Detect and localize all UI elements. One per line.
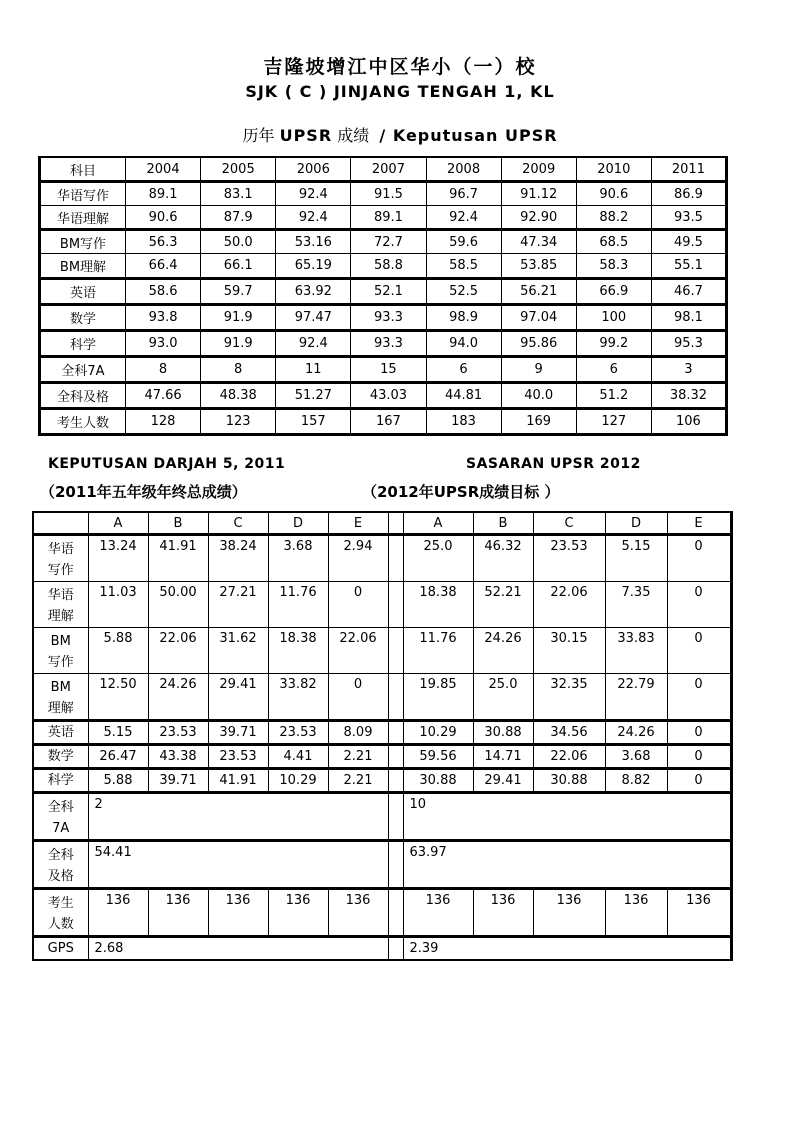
- row-label-line2: 7A: [52, 821, 70, 836]
- table-cell: 91.5: [351, 182, 426, 206]
- section-subtitle-darjah5: （2011年五年级年终总成绩）: [40, 483, 247, 501]
- grade-cell-actual: 5.88: [88, 769, 148, 793]
- section-subtitle-sasaran: （2012年UPSR成绩目标 ）: [362, 483, 560, 501]
- row-label: [33, 582, 88, 628]
- grade-cell-target: 59.56: [403, 745, 473, 769]
- column-gap: [388, 628, 403, 674]
- table-cell: 93.0: [126, 331, 201, 357]
- row-label: BM理解: [40, 254, 126, 279]
- grade-cell-actual: 4.41: [268, 745, 328, 769]
- row-label: [33, 745, 88, 769]
- table-header-row: [40, 157, 727, 182]
- column-gap: [388, 745, 403, 769]
- grade-cell-actual: 13.24: [88, 535, 148, 582]
- table-cell: 59.7: [201, 279, 276, 305]
- row-label-line2: 人数: [47, 917, 74, 932]
- header-cell-blank: [33, 512, 88, 535]
- header-cell-year: 2004: [126, 157, 201, 182]
- grade-cell-actual: 5.15: [88, 721, 148, 745]
- grade-cell-target: 8.82: [605, 769, 667, 793]
- grade-cell-actual: 8.09: [328, 721, 388, 745]
- row-label: 英语: [40, 279, 126, 305]
- table-cell: 38.32: [651, 383, 726, 409]
- table-cell: 58.5: [426, 254, 501, 279]
- header-cell-grade: C: [533, 512, 605, 535]
- row-label-line1: 考生: [47, 896, 74, 911]
- table-cell: 93.8: [126, 305, 201, 331]
- row-label-line2: 写作: [47, 563, 74, 578]
- header-cell-grade: B: [148, 512, 208, 535]
- grade-cell-target: 24.26: [605, 721, 667, 745]
- table-cell: 66.1: [201, 254, 276, 279]
- table-cell: 98.9: [426, 305, 501, 331]
- header-cell-year: 2009: [501, 157, 576, 182]
- grade-cell-target: 0: [667, 745, 731, 769]
- subtitle-prefix: 历年: [242, 126, 275, 145]
- candidates-cell-target: 136: [605, 889, 667, 937]
- table-cell: 97.04: [501, 305, 576, 331]
- table-cell: 56.21: [501, 279, 576, 305]
- candidates-cell-actual: 136: [208, 889, 268, 937]
- row-label-line1: 数学: [47, 749, 74, 764]
- table-cell: 88.2: [576, 206, 651, 230]
- table-cell: 99.2: [576, 331, 651, 357]
- grade-cell-actual: 39.71: [148, 769, 208, 793]
- header-cell-grade: C: [208, 512, 268, 535]
- grade-cell-target: 18.38: [403, 582, 473, 628]
- row-label: [33, 793, 88, 841]
- table-row: [40, 331, 727, 357]
- candidates-cell-target: 136: [403, 889, 473, 937]
- table-cell: 123: [201, 409, 276, 435]
- table-cell: 8: [126, 357, 201, 383]
- row-label: [33, 769, 88, 793]
- column-gap: [388, 937, 403, 961]
- grade-cell-actual: 33.82: [268, 674, 328, 721]
- table-cell: 11: [276, 357, 351, 383]
- table-row: [40, 206, 727, 230]
- grade-cell-actual: 0: [328, 582, 388, 628]
- candidates-cell-actual: 136: [328, 889, 388, 937]
- subtitle-keputusan: / Keputusan UPSR: [379, 126, 558, 145]
- candidates-cell-actual: 136: [148, 889, 208, 937]
- candidates-cell-target: 136: [533, 889, 605, 937]
- table-cell: 128: [126, 409, 201, 435]
- page-title-chinese: 吉隆坡增江中区华小（一）校: [263, 56, 537, 78]
- grade-row: [33, 628, 731, 674]
- grade-row: [33, 674, 731, 721]
- table-cell: 66.4: [126, 254, 201, 279]
- table-cell: 66.9: [576, 279, 651, 305]
- grade-cell-target: 32.35: [533, 674, 605, 721]
- grade-cell-actual: 18.38: [268, 628, 328, 674]
- grade-cell-target: 30.88: [403, 769, 473, 793]
- grade-cell-target: 0: [667, 582, 731, 628]
- table-cell: 47.66: [126, 383, 201, 409]
- table-cell: 50.0: [201, 230, 276, 254]
- header-cell-year: 2005: [201, 157, 276, 182]
- subtitle-upsr: UPSR: [279, 126, 333, 145]
- table-cell: 90.6: [576, 182, 651, 206]
- row-label: 科学: [40, 331, 126, 357]
- table-cell: 91.12: [501, 182, 576, 206]
- table-cell: 93.3: [351, 331, 426, 357]
- table-cell: 63.92: [276, 279, 351, 305]
- section-title-sasaran: SASARAN UPSR 2012: [466, 456, 641, 472]
- table-cell: 106: [651, 409, 726, 435]
- grade-cell-actual: 2.21: [328, 745, 388, 769]
- candidates-cell-actual: 136: [88, 889, 148, 937]
- grade-cell-actual: 11.03: [88, 582, 148, 628]
- table-cell: 51.27: [276, 383, 351, 409]
- table-cell: 127: [576, 409, 651, 435]
- grade-cell-actual: 26.47: [88, 745, 148, 769]
- header-cell-grade: D: [268, 512, 328, 535]
- header-cell-year: 2007: [351, 157, 426, 182]
- grade-cell-actual: 27.21: [208, 582, 268, 628]
- table-cell: 93.5: [651, 206, 726, 230]
- table-cell: 53.16: [276, 230, 351, 254]
- grade-cell-target: 0: [667, 721, 731, 745]
- header-cell-grade: A: [88, 512, 148, 535]
- column-gap: [388, 769, 403, 793]
- row-label: 考生人数: [40, 409, 126, 435]
- grade-cell-target: 30.88: [473, 721, 533, 745]
- summary-cell-target: 63.97: [403, 841, 731, 889]
- grade-cell-actual: 0: [328, 674, 388, 721]
- page-title-english: SJK ( C ) JINJANG TENGAH 1, KL: [245, 82, 555, 101]
- section-title-darjah5: KEPUTUSAN DARJAH 5, 2011: [48, 456, 286, 472]
- grade-cell-actual: 10.29: [268, 769, 328, 793]
- row-label-line1: 华语: [47, 542, 74, 557]
- upsr-history-table: [38, 156, 728, 436]
- summary-cell-target: 10: [403, 793, 731, 841]
- column-gap: [388, 793, 403, 841]
- table-cell: 48.38: [201, 383, 276, 409]
- row-label-line1: 科学: [47, 773, 74, 788]
- grade-row: [33, 535, 731, 582]
- row-label: [33, 628, 88, 674]
- table-cell: 92.4: [276, 182, 351, 206]
- table-cell: 89.1: [351, 206, 426, 230]
- grade-cell-actual: 23.53: [268, 721, 328, 745]
- gps-cell-target: 2.39: [403, 937, 731, 961]
- grade-cell-target: 22.06: [533, 582, 605, 628]
- grade-cell-actual: 43.38: [148, 745, 208, 769]
- grade-row: [33, 745, 731, 769]
- all-7a-row: [33, 793, 731, 841]
- grade-cell-actual: 2.21: [328, 769, 388, 793]
- column-gap: [388, 889, 403, 937]
- grade-cell-actual: 2.94: [328, 535, 388, 582]
- table-row: [40, 182, 727, 206]
- grade-cell-target: 0: [667, 535, 731, 582]
- table-cell: 92.90: [501, 206, 576, 230]
- table-cell: 92.4: [276, 331, 351, 357]
- grade-cell-actual: 41.91: [208, 769, 268, 793]
- row-label: 全科7A: [40, 357, 126, 383]
- table-row: [40, 409, 727, 435]
- candidates-cell-target: 136: [473, 889, 533, 937]
- table-cell: 52.1: [351, 279, 426, 305]
- grade-header-row: [33, 512, 731, 535]
- row-label: 华语写作: [40, 182, 126, 206]
- grade-cell-target: 22.06: [533, 745, 605, 769]
- grade-cell-target: 29.41: [473, 769, 533, 793]
- table-row: [40, 357, 727, 383]
- candidates-row: [33, 889, 731, 937]
- table-cell: 91.9: [201, 331, 276, 357]
- table-cell: 43.03: [351, 383, 426, 409]
- table-row: [40, 230, 727, 254]
- row-label-line1: BM: [50, 634, 71, 649]
- row-label-line1: 英语: [47, 725, 74, 740]
- row-label-line1: BM: [50, 680, 71, 695]
- grade-cell-actual: 23.53: [148, 721, 208, 745]
- table-cell: 52.5: [426, 279, 501, 305]
- table-cell: 6: [576, 357, 651, 383]
- row-label: 华语理解: [40, 206, 126, 230]
- grade-cell-actual: 23.53: [208, 745, 268, 769]
- grade-row: [33, 769, 731, 793]
- table-cell: 58.8: [351, 254, 426, 279]
- row-label: [33, 841, 88, 889]
- row-label-line2: 理解: [47, 609, 74, 624]
- table-cell: 92.4: [276, 206, 351, 230]
- grade-cell-target: 5.15: [605, 535, 667, 582]
- header-cell-grade: A: [403, 512, 473, 535]
- column-gap: [388, 674, 403, 721]
- table-cell: 51.2: [576, 383, 651, 409]
- candidates-cell-actual: 136: [268, 889, 328, 937]
- grade-cell-target: 25.0: [473, 674, 533, 721]
- grade-cell-target: 52.21: [473, 582, 533, 628]
- table-cell: 87.9: [201, 206, 276, 230]
- table-cell: 83.1: [201, 182, 276, 206]
- grade-row: [33, 582, 731, 628]
- table-cell: 49.5: [651, 230, 726, 254]
- row-label: 数学: [40, 305, 126, 331]
- gps-row: [33, 937, 731, 961]
- table-cell: 6: [426, 357, 501, 383]
- table-cell: 56.3: [126, 230, 201, 254]
- grade-distribution-table: [32, 511, 733, 961]
- table-cell: 40.0: [501, 383, 576, 409]
- table-cell: 97.47: [276, 305, 351, 331]
- grade-cell-target: 22.79: [605, 674, 667, 721]
- header-cell-year: 2006: [276, 157, 351, 182]
- grade-cell-actual: 39.71: [208, 721, 268, 745]
- grade-cell-target: 19.85: [403, 674, 473, 721]
- table-cell: 183: [426, 409, 501, 435]
- table-cell: 8: [201, 357, 276, 383]
- table-cell: 46.7: [651, 279, 726, 305]
- table-row: [40, 279, 727, 305]
- grade-cell-target: 46.32: [473, 535, 533, 582]
- subtitle-mid: 成绩: [337, 126, 370, 145]
- grade-cell-actual: 22.06: [148, 628, 208, 674]
- grade-cell-target: 7.35: [605, 582, 667, 628]
- table-cell: 90.6: [126, 206, 201, 230]
- grade-cell-actual: 3.68: [268, 535, 328, 582]
- table-cell: 59.6: [426, 230, 501, 254]
- table-cell: 68.5: [576, 230, 651, 254]
- column-gap: [388, 721, 403, 745]
- grade-cell-target: 0: [667, 674, 731, 721]
- table-cell: 167: [351, 409, 426, 435]
- grade-cell-target: 14.71: [473, 745, 533, 769]
- grade-row: [33, 721, 731, 745]
- summary-cell-actual: 2: [88, 793, 388, 841]
- grade-cell-actual: 50.00: [148, 582, 208, 628]
- table-row: [40, 254, 727, 279]
- table-cell: 93.3: [351, 305, 426, 331]
- row-label-line1: 华语: [47, 588, 74, 603]
- grade-cell-target: 30.15: [533, 628, 605, 674]
- grade-cell-actual: 29.41: [208, 674, 268, 721]
- grade-cell-actual: 24.26: [148, 674, 208, 721]
- row-label-line2: 理解: [47, 701, 74, 716]
- table-cell: 9: [501, 357, 576, 383]
- row-label: 全科及格: [40, 383, 126, 409]
- table-cell: 169: [501, 409, 576, 435]
- gps-cell-actual: 2.68: [88, 937, 388, 961]
- table-cell: 95.3: [651, 331, 726, 357]
- column-gap: [388, 535, 403, 582]
- all-pass-row: [33, 841, 731, 889]
- table-row: [40, 305, 727, 331]
- table-cell: 53.85: [501, 254, 576, 279]
- grade-cell-actual: 11.76: [268, 582, 328, 628]
- table-cell: 96.7: [426, 182, 501, 206]
- table-cell: 91.9: [201, 305, 276, 331]
- grade-cell-target: 34.56: [533, 721, 605, 745]
- header-cell-subject: 科目: [40, 157, 126, 182]
- grade-cell-actual: 41.91: [148, 535, 208, 582]
- table-cell: 72.7: [351, 230, 426, 254]
- table-cell: 95.86: [501, 331, 576, 357]
- row-label: [33, 889, 88, 937]
- table-cell: 3: [651, 357, 726, 383]
- grade-cell-target: 3.68: [605, 745, 667, 769]
- table-cell: 55.1: [651, 254, 726, 279]
- table-cell: 47.34: [501, 230, 576, 254]
- candidates-cell-target: 136: [667, 889, 731, 937]
- header-cell-grade: E: [667, 512, 731, 535]
- header-cell-grade: B: [473, 512, 533, 535]
- table-cell: 157: [276, 409, 351, 435]
- row-label-line2: 写作: [47, 655, 74, 670]
- table-cell: 58.3: [576, 254, 651, 279]
- column-gap: [388, 582, 403, 628]
- grade-cell-target: 24.26: [473, 628, 533, 674]
- grade-cell-target: 23.53: [533, 535, 605, 582]
- header-cell-year: 2011: [651, 157, 726, 182]
- grade-cell-actual: 12.50: [88, 674, 148, 721]
- grade-cell-target: 0: [667, 628, 731, 674]
- table-row: [40, 383, 727, 409]
- grade-cell-target: 25.0: [403, 535, 473, 582]
- table-cell: 44.81: [426, 383, 501, 409]
- header-cell-grade: D: [605, 512, 667, 535]
- column-gap: [388, 512, 403, 535]
- grade-cell-actual: 38.24: [208, 535, 268, 582]
- summary-cell-actual: 54.41: [88, 841, 388, 889]
- row-label: [33, 535, 88, 582]
- grade-cell-target: 30.88: [533, 769, 605, 793]
- grade-cell-actual: 22.06: [328, 628, 388, 674]
- grade-cell-target: 0: [667, 769, 731, 793]
- grade-cell-target: 33.83: [605, 628, 667, 674]
- grade-cell-actual: 5.88: [88, 628, 148, 674]
- table-subtitle: [0, 123, 800, 146]
- grade-cell-actual: 31.62: [208, 628, 268, 674]
- row-label: [33, 674, 88, 721]
- row-label-line1: 全科: [47, 800, 74, 815]
- row-label-line2: 及格: [47, 869, 74, 884]
- header-cell-grade: E: [328, 512, 388, 535]
- table-cell: 94.0: [426, 331, 501, 357]
- table-cell: 100: [576, 305, 651, 331]
- row-label: [33, 721, 88, 745]
- table-cell: 58.6: [126, 279, 201, 305]
- header-cell-year: 2010: [576, 157, 651, 182]
- header-cell-year: 2008: [426, 157, 501, 182]
- table-cell: 89.1: [126, 182, 201, 206]
- row-label-line1: 全科: [47, 848, 74, 863]
- table-cell: 92.4: [426, 206, 501, 230]
- table-cell: 86.9: [651, 182, 726, 206]
- table-cell: 15: [351, 357, 426, 383]
- row-label: GPS: [33, 937, 88, 961]
- table-cell: 65.19: [276, 254, 351, 279]
- row-label: BM写作: [40, 230, 126, 254]
- grade-cell-target: 10.29: [403, 721, 473, 745]
- grade-cell-target: 11.76: [403, 628, 473, 674]
- table-cell: 98.1: [651, 305, 726, 331]
- column-gap: [388, 841, 403, 889]
